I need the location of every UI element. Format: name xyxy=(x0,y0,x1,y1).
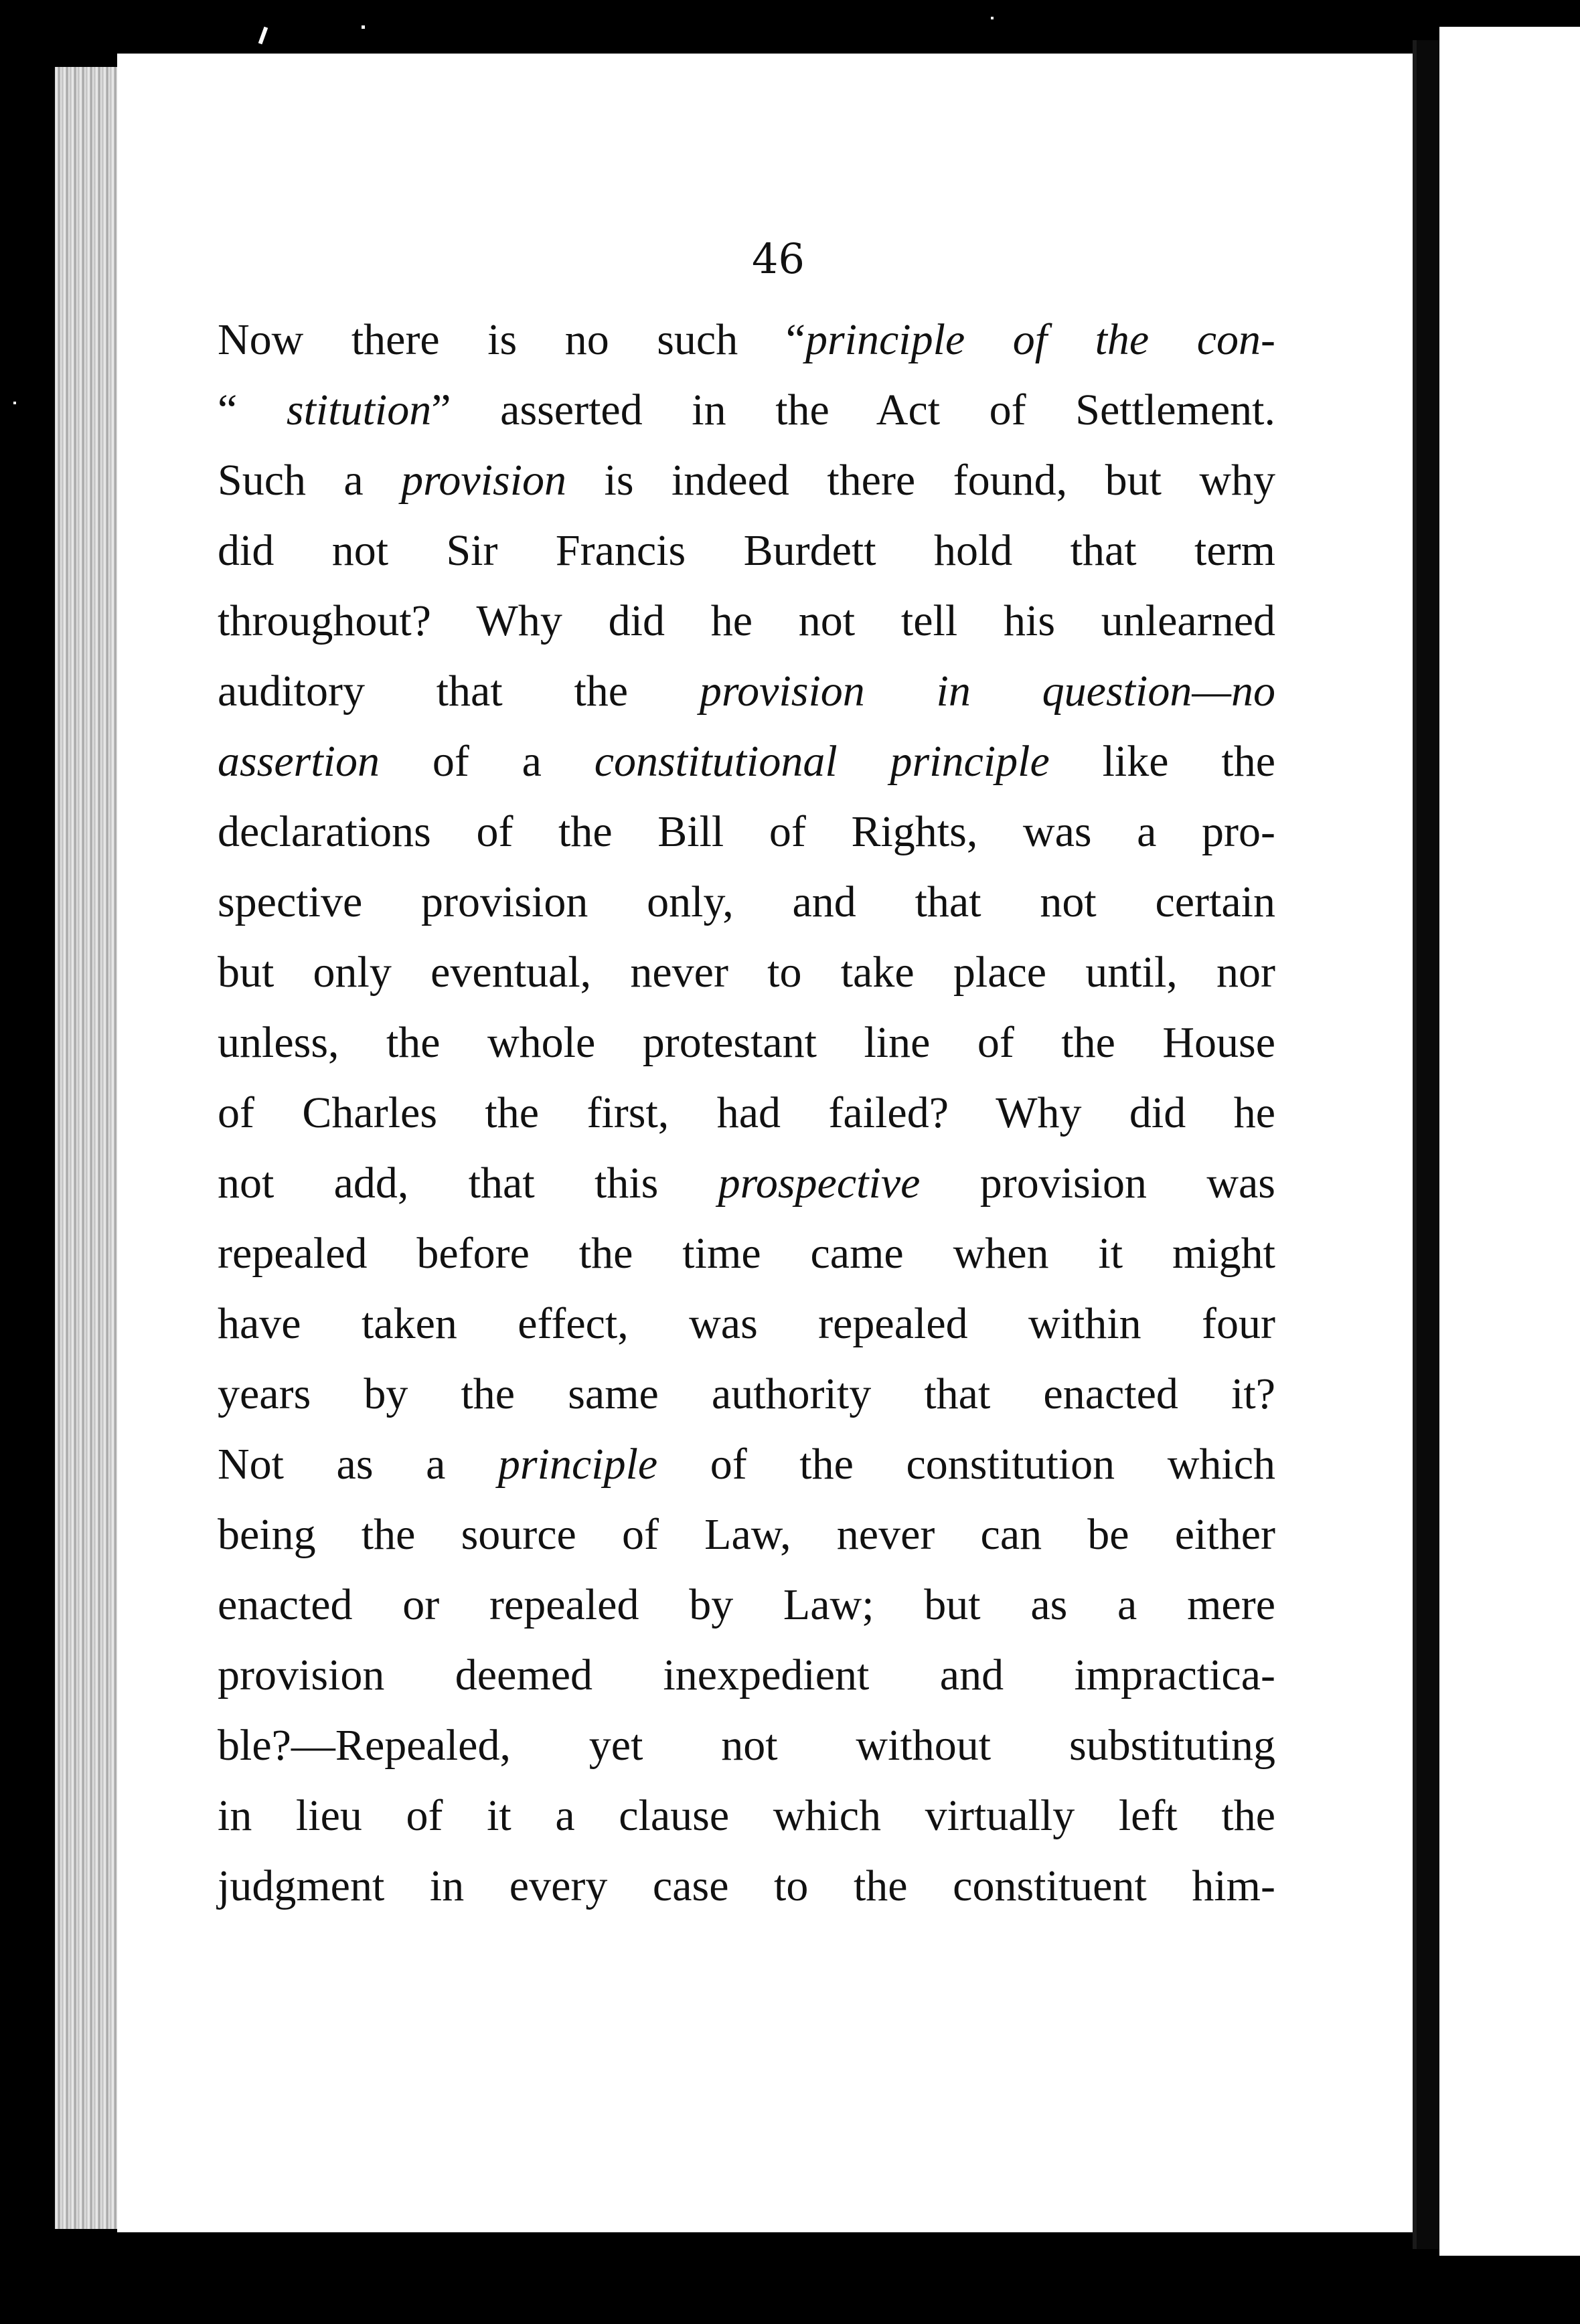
text-run: years by the same authority that enacted it? xyxy=(218,1370,1275,1418)
text-line xyxy=(218,726,1275,797)
text-line xyxy=(218,1851,1275,1921)
text-run: provision deemed inexpedient and impractica- xyxy=(218,1651,1275,1699)
scan-speck xyxy=(362,25,365,29)
text-run: being the source of Law, never can be either xyxy=(218,1510,1275,1559)
scan-speck xyxy=(991,17,994,19)
text-run: auditory that the xyxy=(218,667,700,716)
text-line xyxy=(218,305,1275,375)
text-run: prospective xyxy=(718,1159,921,1208)
facing-page-sliver xyxy=(1439,27,1580,2256)
text-run: spective provision only, and that not certain xyxy=(218,878,1275,926)
text-run: did not Sir Francis Burdett hold that term xyxy=(218,526,1275,575)
text-line xyxy=(218,797,1275,867)
text-run: is indeed there found, but why xyxy=(566,456,1276,505)
body-text xyxy=(218,305,1275,1921)
scan-speck xyxy=(258,27,268,44)
text-line xyxy=(218,1007,1275,1078)
text-run: ” asserted in the Act of Settlement. xyxy=(431,386,1276,434)
text-run: of Charles the first, had failed? Why did he xyxy=(218,1088,1275,1137)
text-line xyxy=(218,656,1275,726)
text-line xyxy=(218,375,1275,445)
text-line xyxy=(218,1570,1275,1640)
text-run: provision in question—no xyxy=(699,667,1276,716)
text-run: principle of the con- xyxy=(805,315,1275,364)
text-run: stitution xyxy=(286,386,432,434)
text-line xyxy=(218,1359,1275,1429)
text-line xyxy=(218,1289,1275,1359)
text-run: unless, the whole protestant line of the House xyxy=(218,1018,1275,1067)
text-run: enacted or repealed by Law; but as a mere xyxy=(218,1580,1275,1629)
text-line xyxy=(218,1148,1275,1218)
text-run: declarations of the Bill of Rights, was a pro- xyxy=(218,807,1275,856)
text-run: not add, that this xyxy=(218,1159,718,1208)
text-run: have taken effect, was repealed within four xyxy=(218,1299,1275,1348)
text-line xyxy=(218,937,1275,1007)
text-run: constitutional principle xyxy=(594,737,1050,786)
text-run: like the xyxy=(1049,737,1275,786)
text-run: provision xyxy=(401,456,567,505)
text-run: of the constitution which xyxy=(657,1440,1275,1489)
text-line xyxy=(218,1640,1275,1710)
scan-speck xyxy=(1473,790,1476,799)
text-line xyxy=(218,445,1275,515)
text-line xyxy=(218,867,1275,937)
text-run: principle xyxy=(497,1440,658,1489)
text-line xyxy=(218,1710,1275,1780)
text-run: Now there is no such “ xyxy=(218,315,805,364)
text-line xyxy=(218,515,1275,586)
text-run: “ xyxy=(218,386,287,434)
text-run: judgment in every case to the constituent him- xyxy=(218,1861,1275,1910)
text-line xyxy=(218,1780,1275,1851)
page-edge-stack xyxy=(55,67,118,2229)
text-line xyxy=(218,1078,1275,1148)
text-run: ble?—Repealed, yet not without substituting xyxy=(218,1721,1275,1770)
text-line xyxy=(218,586,1275,656)
text-line xyxy=(218,1218,1275,1289)
page-number: 46 xyxy=(752,234,805,283)
text-run: but only eventual, never to take place until, nor xyxy=(218,948,1275,997)
scan-speck xyxy=(13,402,16,404)
text-run: repealed before the time came when it might xyxy=(218,1229,1275,1278)
text-line xyxy=(218,1499,1275,1570)
text-run: provision was xyxy=(920,1159,1275,1208)
text-run: Not as a xyxy=(218,1440,498,1489)
text-run: assertion xyxy=(218,737,380,786)
text-run: in lieu of it a clause which virtually left the xyxy=(218,1791,1275,1840)
text-run: throughout? Why did he not tell his unlearned xyxy=(218,596,1275,645)
text-line xyxy=(218,1429,1275,1499)
text-run: Such a xyxy=(218,456,402,505)
text-run: of a xyxy=(380,737,595,786)
